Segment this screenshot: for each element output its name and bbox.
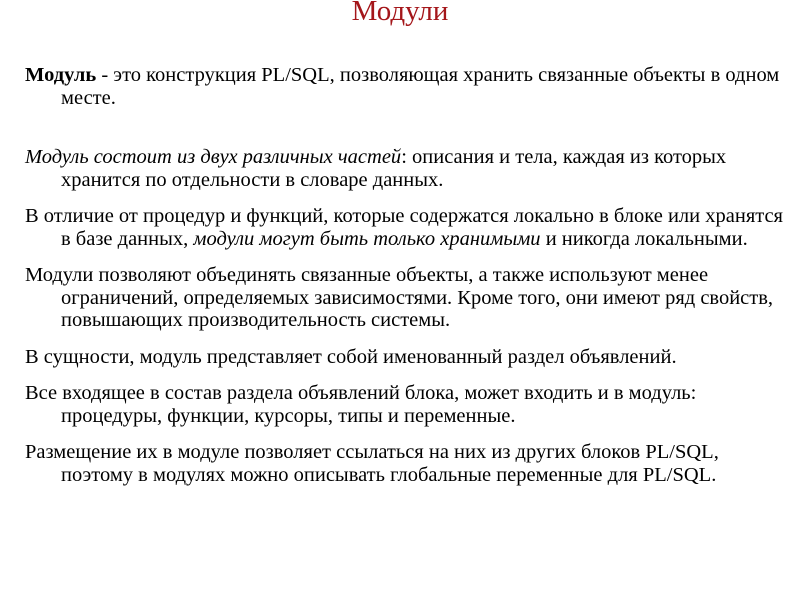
paragraph-declaration-section: В сущности, модуль представляет собой именованный раздел объявлений. xyxy=(25,345,677,368)
module-parts-text: : описания и тела, каждая из которых хранится по отдельности в словаре данных. xyxy=(61,146,727,191)
paragraph-contents: Все входящее в состав раздела объявлений блока, может входить и в модуль: процедуры, функции, курсоры, типы и переменные. xyxy=(25,382,697,427)
paragraph-grouping: Модули позволяют объединять связанные объекты, а также используют менее ограничений, определяемых зависимостями. Кроме того, они имеют ряд свойств, повышающих производительность системы. xyxy=(25,264,774,331)
paragraph-module-definition xyxy=(25,64,790,109)
stored-only-end: и никогда локальными. xyxy=(540,227,748,250)
stored-only-emphasis: модули могут быть только хранимыми xyxy=(193,227,541,250)
slide-body xyxy=(25,64,790,498)
paragraph-module-parts xyxy=(25,146,790,191)
paragraph-global-variables: Размещение их в модуле позволяет ссылаться на них из других блоков PL/SQL, поэтому в модулях можно описывать глобальные переменные для PL/SQL. xyxy=(25,441,719,486)
term-module: Модуль xyxy=(25,64,97,86)
definition-text: - это конструкция PL/SQL, позволяющая хранить связанные объекты в одном месте. xyxy=(61,64,780,109)
stored-only-start: В отличие от процедур и функций, которые содержатся локально в блоке или хранятся в базе данных, xyxy=(25,205,783,250)
module-parts-lead: Модуль состоит из двух различных частей xyxy=(25,146,402,168)
paragraph-stored-only xyxy=(25,205,790,250)
slide-title: Модули xyxy=(351,0,449,27)
